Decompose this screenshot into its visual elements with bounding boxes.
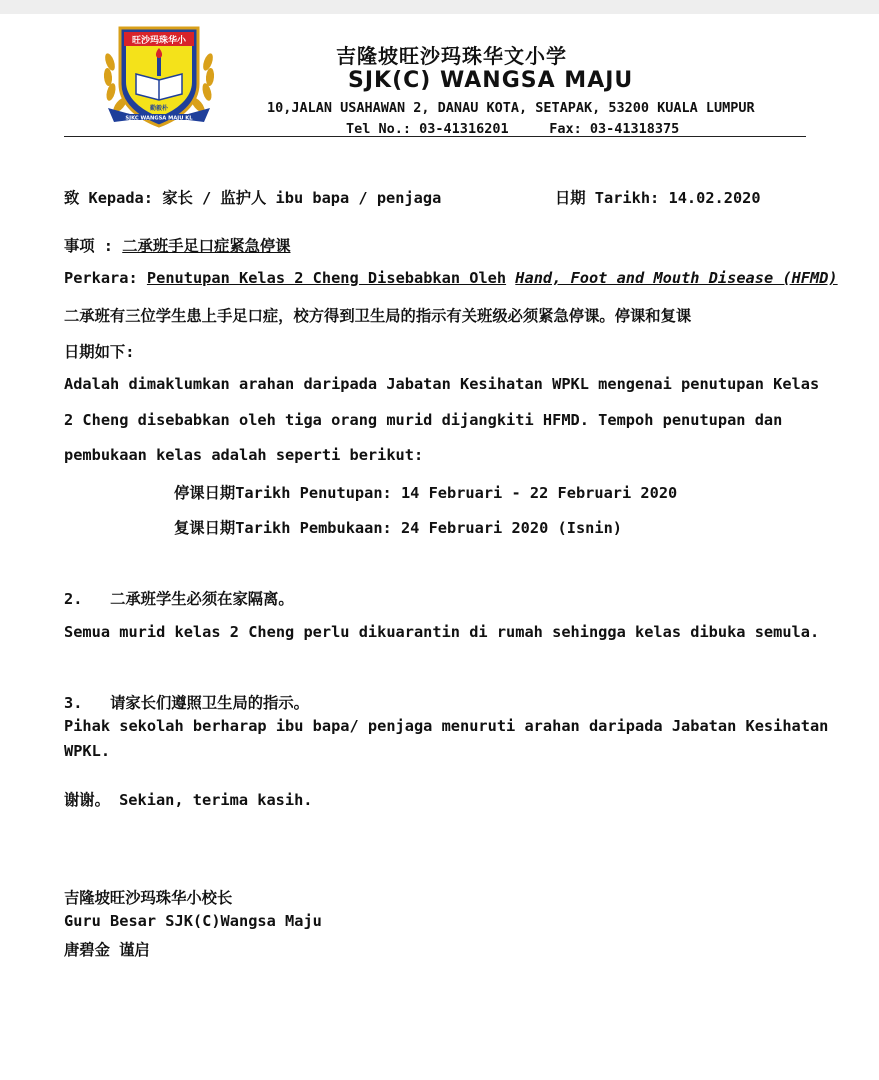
logo-ribbon-text: SJKC WANGSA MAJU KL xyxy=(125,115,193,122)
para3-cn-text: 请家长们遵照卫生局的指示。 xyxy=(110,694,309,712)
para3-number: 3. xyxy=(64,694,83,712)
subject-cn-text: 二承班手足口症紧急停课 xyxy=(122,237,291,255)
subject-ms-disease: Hand, Foot and Mouth Disease (HFMD) xyxy=(515,269,838,287)
tel-number: 03-41316201 xyxy=(419,121,509,137)
to-value: 家长 / 监护人 ibu bapa / penjaga xyxy=(162,189,442,207)
top-bar xyxy=(0,0,879,14)
para1-ms-line1: Adalah dimaklumkan arahan daripada Jabatan Kesihatan WPKL mengenai penutupan Kelas xyxy=(64,375,820,393)
date-line xyxy=(555,186,761,208)
signatory-name: 唐碧金 谨启 xyxy=(64,941,150,959)
tel-label: Tel No.: xyxy=(346,121,412,137)
para2-number: 2. xyxy=(64,590,83,608)
date-label: 日期 Tarikh: xyxy=(555,189,660,207)
header-divider xyxy=(64,136,806,137)
signatory-title: Guru Besar SJK(C)Wangsa Maju xyxy=(64,912,322,930)
date-value: 14.02.2020 xyxy=(668,189,761,207)
contact-line xyxy=(346,121,679,137)
subject-chinese-line xyxy=(64,234,291,256)
para3-ms-line2: WPKL. xyxy=(64,742,111,760)
logo-motto-text: 勤毅朴 xyxy=(149,105,169,112)
signatory-cn: 吉隆坡旺沙玛珠华小校长 xyxy=(64,889,233,907)
para1-cn-line2: 日期如下: xyxy=(64,343,135,361)
subject-cn-label: 事项 : xyxy=(64,237,114,255)
para2-ms-line: Semua murid kelas 2 Cheng perlu dikuarantin di rumah sehingga kelas dibuka semula. xyxy=(64,623,820,641)
school-crest-logo xyxy=(100,22,218,130)
para1-ms-line2: 2 Cheng disebabkan oleh tiga orang murid dijangkiti HFMD. Tempoh penutupan dan xyxy=(64,411,783,429)
fax-label: Fax: xyxy=(549,121,582,137)
fax-number: 03-41318375 xyxy=(589,121,680,137)
subject-ms-label: Perkara: xyxy=(64,269,138,287)
addressee-line xyxy=(64,186,441,208)
logo-top-text: 旺沙玛珠华小 xyxy=(131,36,187,46)
closing-thanks: 谢谢。 Sekian, terima kasih. xyxy=(64,791,313,809)
subject-malay-line xyxy=(64,269,838,287)
reopening-date: 复课日期Tarikh Pembukaan: 24 Februari 2020 (Isnin) xyxy=(174,519,622,537)
school-name-english: SJK(C) WANGSA MAJU xyxy=(348,68,634,93)
school-address: 10,JALAN USAHAWAN 2, DANAU KOTA, SETAPAK, 53200 KUALA LUMPUR xyxy=(267,100,755,116)
para2-cn-line xyxy=(64,587,294,609)
para3-ms-line1: Pihak sekolah berharap ibu bapa/ penjaga menuruti arahan daripada Jabatan Kesihatan xyxy=(64,717,829,735)
para3-cn-line xyxy=(64,691,309,713)
subject-ms-text: Penutupan Kelas 2 Cheng Disebabkan Oleh xyxy=(146,269,507,287)
school-name-chinese: 吉隆坡旺沙玛珠华文小学 xyxy=(336,44,567,68)
para2-cn-text: 二承班学生必须在家隔离。 xyxy=(110,590,294,608)
para1-cn-line1: 二承班有三位学生患上手足口症，校方得到卫生局的指示有关班级必须紧急停课。停课和复课 xyxy=(64,307,692,325)
para1-ms-line3: pembukaan kelas adalah seperti berikut: xyxy=(64,446,424,464)
closure-dates: 停课日期Tarikh Penutupan: 14 Februari - 22 Februari 2020 xyxy=(174,484,678,502)
to-label: 致 Kepada: xyxy=(64,189,153,207)
